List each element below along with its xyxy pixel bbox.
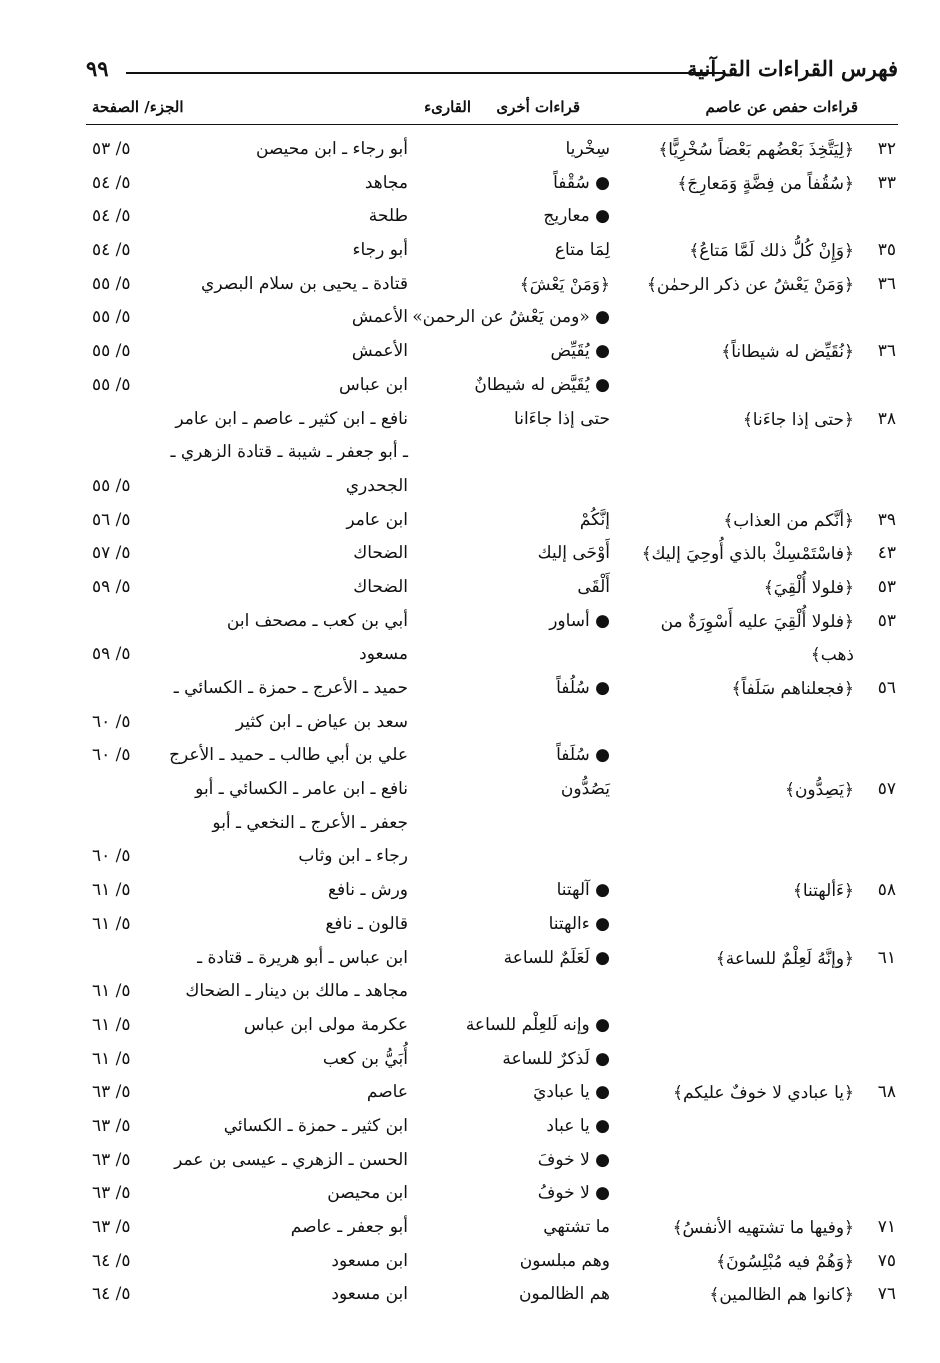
hafs-reading: ﴿ءَألهتنا﴾ bbox=[792, 881, 854, 902]
other-reading: ● ءالهتنا bbox=[548, 913, 610, 934]
verse-number: ٥٣ bbox=[877, 576, 896, 597]
table-row bbox=[0, 911, 940, 945]
hafs-reading: ﴿سُقُفاً من فِضَّةٍ وَمَعارِجَ﴾ bbox=[677, 173, 854, 194]
table-row bbox=[0, 641, 940, 675]
other-reading: سِخْريا bbox=[565, 139, 610, 159]
table-row bbox=[0, 1079, 940, 1113]
hafs-reading: ﴿وفيها ما تشتهيه الأنفسُ﴾ bbox=[672, 1218, 854, 1238]
hafs-reading: ﴿فجعلناهم سَلَفاً﴾ bbox=[731, 679, 854, 699]
other-reading: ● آلهتنا bbox=[556, 880, 610, 901]
reader-name: جعفر ـ الأعرج ـ النخعي ـ أبو bbox=[212, 812, 408, 833]
verse-number: ٣٨ bbox=[877, 408, 896, 429]
hafs-reading: ﴿كانوا هم الظالمين﴾ bbox=[709, 1285, 854, 1306]
reader-name: مسعود bbox=[359, 644, 408, 665]
reader-name: ابن مسعود bbox=[331, 1250, 408, 1271]
table-row bbox=[0, 608, 940, 642]
volume-page: ٥/ ٦٤ bbox=[92, 1284, 131, 1305]
reader-name: الأعمش bbox=[351, 307, 408, 328]
reader-name: الأعمش bbox=[351, 341, 408, 362]
volume-page: ٥/ ٥٥ bbox=[92, 273, 131, 294]
col-header-reader: القارىء bbox=[424, 98, 471, 116]
col-header-other: قراءات أخرى bbox=[496, 98, 580, 116]
reader-name: أبو رجاء ـ ابن محيصن bbox=[255, 139, 408, 159]
table-row bbox=[0, 406, 940, 440]
reader-name: ابن عباس ـ أبو هريرة ـ قتادة ـ bbox=[197, 947, 408, 968]
table-row bbox=[0, 338, 940, 372]
reader-name: عاصم bbox=[366, 1082, 408, 1103]
other-reading: ● سُلُفاً bbox=[556, 678, 610, 698]
hafs-reading: ﴿لِيَتَّخِذَ بَعْضُهم بَعْضاً سُخْرِيًّا﴾ bbox=[658, 140, 854, 160]
reader-name: الجحدري bbox=[345, 475, 408, 496]
table-row bbox=[0, 271, 940, 305]
volume-page: ٥/ ٥٥ bbox=[92, 341, 131, 362]
table-row bbox=[0, 1113, 940, 1147]
hafs-reading: ﴿فلولا أُلْقِيَ عليه أَسْوِرَةٌ من bbox=[660, 611, 854, 632]
volume-page: ٥/ ٦١ bbox=[92, 981, 131, 1002]
volume-page: ٥/ ٥٥ bbox=[92, 374, 131, 395]
other-reading: لِمَا متاع bbox=[554, 240, 610, 261]
verse-number: ٥٦ bbox=[877, 678, 896, 698]
col-header-page: الجزء/ الصفحة bbox=[92, 98, 184, 116]
verse-number: ٣٩ bbox=[877, 509, 896, 530]
other-reading: ● يا عباديَ bbox=[533, 1082, 610, 1103]
volume-page: ٥/ ٦٤ bbox=[92, 1250, 131, 1271]
reader-name: ابن محيصن bbox=[327, 1183, 408, 1204]
hafs-reading: ﴿وَإِنْ كُلُّ ذلك لَمَّا مَتاعُ﴾ bbox=[689, 241, 854, 262]
reader-name: علي بن أبي طالب ـ حميد ـ الأعرج bbox=[169, 745, 408, 766]
other-reading: ● لا خوفَ bbox=[537, 1149, 610, 1170]
volume-page: ٥/ ٥٩ bbox=[92, 644, 131, 665]
table-row bbox=[0, 507, 940, 541]
reader-name: أبو رجاء bbox=[352, 240, 408, 261]
volume-page: ٥/ ٥٩ bbox=[92, 576, 131, 597]
table-row bbox=[0, 237, 940, 271]
volume-page: ٥/ ٦٣ bbox=[92, 1115, 131, 1136]
table-row bbox=[0, 574, 940, 608]
reader-name: سعد بن عياض ـ ابن كثير bbox=[235, 711, 408, 732]
readings-table bbox=[0, 136, 940, 1315]
hafs-reading: ﴿يا عبادي لا خوفٌ عليكم﴾ bbox=[673, 1083, 854, 1104]
reader-name: مجاهد bbox=[364, 172, 408, 193]
table-row bbox=[0, 675, 940, 709]
col-header-hafs: قراءات حفص عن عاصم bbox=[705, 98, 858, 116]
page-header bbox=[86, 56, 898, 90]
reader-name: نافع ـ ابن كثير ـ عاصم ـ ابن عامر bbox=[175, 408, 408, 429]
verse-number: ٧٦ bbox=[877, 1284, 896, 1305]
table-row bbox=[0, 439, 940, 473]
table-row bbox=[0, 843, 940, 877]
volume-page: ٥/ ٦٠ bbox=[92, 711, 131, 732]
volume-page: ٥/ ٥٤ bbox=[92, 206, 131, 227]
volume-page: ٥/ ٦٣ bbox=[92, 1149, 131, 1170]
verse-number: ٥٧ bbox=[877, 779, 896, 800]
table-row bbox=[0, 473, 940, 507]
table-row bbox=[0, 742, 940, 776]
volume-page: ٥/ ٥٥ bbox=[92, 307, 131, 328]
verse-number: ٧٥ bbox=[877, 1250, 896, 1271]
page-number: ٩٩ bbox=[86, 56, 109, 81]
other-reading: ● أساور bbox=[549, 610, 610, 631]
other-reading: ● يا عباد bbox=[546, 1115, 610, 1136]
hafs-reading: ﴿وَمَنْ يَعْشُ عن ذكر الرحمٰن﴾ bbox=[646, 274, 854, 295]
other-reading: ● لَعَلَمٌ للساعة bbox=[503, 947, 610, 968]
reader-name: أبو جعفر ـ عاصم bbox=[290, 1217, 408, 1237]
verse-number: ٣٢ bbox=[877, 139, 896, 159]
volume-page: ٥/ ٦١ bbox=[92, 913, 131, 934]
reader-name: حميد ـ الأعرج ـ حمزة ـ الكسائي ـ bbox=[173, 678, 408, 698]
reader-name: الحسن ـ الزهري ـ عيسى بن عمر bbox=[174, 1149, 408, 1170]
verse-number: ٣٦ bbox=[877, 341, 896, 362]
reader-name: قتادة ـ يحيى بن سلام البصري bbox=[201, 273, 408, 294]
verse-number: ٦١ bbox=[877, 947, 896, 968]
hafs-reading: ﴿حتى إذا جاءَنا﴾ bbox=[742, 409, 854, 430]
reader-name: الضحاك bbox=[353, 543, 408, 564]
other-reading: ● سُلَفاً bbox=[556, 745, 610, 766]
other-reading: ما تشتهي bbox=[543, 1217, 610, 1237]
volume-page: ٥/ ٥٦ bbox=[92, 509, 131, 530]
reader-name: ورش ـ نافع bbox=[327, 880, 408, 901]
hafs-reading: ﴿نُقَيِّض له شيطاناً﴾ bbox=[721, 342, 854, 363]
table-row bbox=[0, 372, 940, 406]
table-row bbox=[0, 709, 940, 743]
other-reading: أَوْحَى إليك bbox=[537, 543, 610, 564]
page-title: فهرس القراءات القرآنية bbox=[686, 56, 898, 81]
hafs-reading: ﴿يَصِدُّون﴾ bbox=[784, 780, 854, 801]
table-row bbox=[0, 170, 940, 204]
verse-number: ٣٣ bbox=[877, 172, 896, 193]
other-reading: ● سُقْفاً bbox=[553, 172, 610, 193]
verse-number: ٦٨ bbox=[877, 1082, 896, 1103]
volume-page: ٥/ ٦٣ bbox=[92, 1082, 131, 1103]
column-headers bbox=[86, 98, 898, 124]
table-row bbox=[0, 810, 940, 844]
reader-name: طلحة bbox=[368, 206, 408, 227]
table-row bbox=[0, 1281, 940, 1315]
reader-name: أُبَيُّ بن كعب bbox=[322, 1048, 408, 1069]
other-reading: ● لا خوفُ bbox=[537, 1183, 610, 1204]
hafs-reading: ﴿أنَّكم من العذاب﴾ bbox=[723, 510, 854, 531]
reader-name: قالون ـ نافع bbox=[325, 913, 408, 934]
other-reading: يَصُدُّون bbox=[560, 779, 610, 800]
volume-page: ٥/ ٥٧ bbox=[92, 543, 131, 564]
hafs-reading: ﴿فاسْتَمْسِكْ بالذي أُوحِيَ إليك﴾ bbox=[641, 544, 854, 565]
table-row bbox=[0, 136, 940, 170]
reader-name: ابن عباس bbox=[338, 374, 408, 395]
table-row bbox=[0, 1012, 940, 1046]
other-reading: ● معاريج bbox=[543, 206, 610, 227]
volume-page: ٥/ ٦٣ bbox=[92, 1183, 131, 1204]
volume-page: ٥/ ٥٤ bbox=[92, 172, 131, 193]
hafs-reading: ﴿وإنَّهُ لَعِلْمٌ للساعة﴾ bbox=[715, 948, 854, 969]
reader-name: عكرمة مولى ابن عباس bbox=[243, 1014, 408, 1035]
other-reading: حتى إذا جاءَانا bbox=[514, 408, 610, 429]
volume-page: ٥/ ٥٣ bbox=[92, 139, 131, 159]
hafs-reading: ذهب﴾ bbox=[810, 645, 854, 666]
other-reading: ● يُقَيَّض له شيطانٌ bbox=[474, 374, 610, 395]
volume-page: ٥/ ٦١ bbox=[92, 1048, 131, 1069]
other-reading: ﴿وَمَنْ يَعْشَ﴾ bbox=[519, 274, 610, 295]
verse-number: ٥٨ bbox=[877, 880, 896, 901]
header-underline bbox=[86, 124, 898, 125]
verse-number: ٧١ bbox=[877, 1217, 896, 1237]
volume-page: ٥/ ٦٠ bbox=[92, 745, 131, 766]
table-row bbox=[0, 945, 940, 979]
other-reading: ● وإنه لَلعِلْم للساعة bbox=[465, 1014, 610, 1035]
table-row bbox=[0, 540, 940, 574]
hafs-reading: ﴿فلولا أُلْقِيَ﴾ bbox=[763, 577, 854, 598]
other-reading: ● يُقَيِّض bbox=[550, 341, 610, 362]
volume-page: ٥/ ٥٤ bbox=[92, 240, 131, 261]
hafs-reading: ﴿وَهُمْ فيه مُبْلِسُونَ﴾ bbox=[716, 1251, 854, 1272]
volume-page: ٥/ ٥٥ bbox=[92, 475, 131, 496]
volume-page: ٥/ ٦٣ bbox=[92, 1217, 131, 1237]
other-reading: ● لَذكرٌ للساعة bbox=[502, 1048, 610, 1069]
other-reading: ● «ومن يَعْشُ عن الرحمن» bbox=[412, 307, 610, 328]
other-reading: هم الظالمون bbox=[519, 1284, 610, 1305]
verse-number: ٣٦ bbox=[877, 273, 896, 294]
table-row bbox=[0, 1046, 940, 1080]
reader-name: مجاهد ـ مالك بن دينار ـ الضحاك bbox=[185, 981, 408, 1002]
reader-name: الضحاك bbox=[353, 576, 408, 597]
reader-name: ابن كثير ـ حمزة ـ الكسائي bbox=[223, 1115, 408, 1136]
table-row bbox=[0, 877, 940, 911]
table-row bbox=[0, 1147, 940, 1181]
volume-page: ٥/ ٦١ bbox=[92, 880, 131, 901]
table-row bbox=[0, 978, 940, 1012]
header-rule bbox=[126, 72, 723, 74]
other-reading: إنَّكُمْ bbox=[579, 509, 610, 530]
reader-name: ابن عامر bbox=[346, 509, 408, 530]
table-row bbox=[0, 203, 940, 237]
other-reading: أَلْقَى bbox=[577, 576, 610, 597]
reader-name: ـ أبو جعفر ـ شيبة ـ قتادة الزهري ـ bbox=[170, 442, 408, 463]
table-row bbox=[0, 304, 940, 338]
table-row bbox=[0, 1214, 940, 1248]
verse-number: ٣٥ bbox=[877, 240, 896, 261]
volume-page: ٥/ ٦١ bbox=[92, 1014, 131, 1035]
verse-number: ٤٣ bbox=[877, 543, 896, 564]
table-row bbox=[0, 1180, 940, 1214]
volume-page: ٥/ ٦٠ bbox=[92, 846, 131, 867]
reader-name: رجاء ـ ابن وثاب bbox=[298, 846, 408, 867]
table-row bbox=[0, 1248, 940, 1282]
reader-name: نافع ـ ابن عامر ـ الكسائي ـ أبو bbox=[195, 779, 408, 800]
table-row bbox=[0, 776, 940, 810]
other-reading: وهم مبلسون bbox=[519, 1250, 610, 1271]
reader-name: ابن مسعود bbox=[331, 1284, 408, 1305]
verse-number: ٥٣ bbox=[877, 610, 896, 631]
reader-name: أبي بن كعب ـ مصحف ابن bbox=[226, 610, 408, 631]
